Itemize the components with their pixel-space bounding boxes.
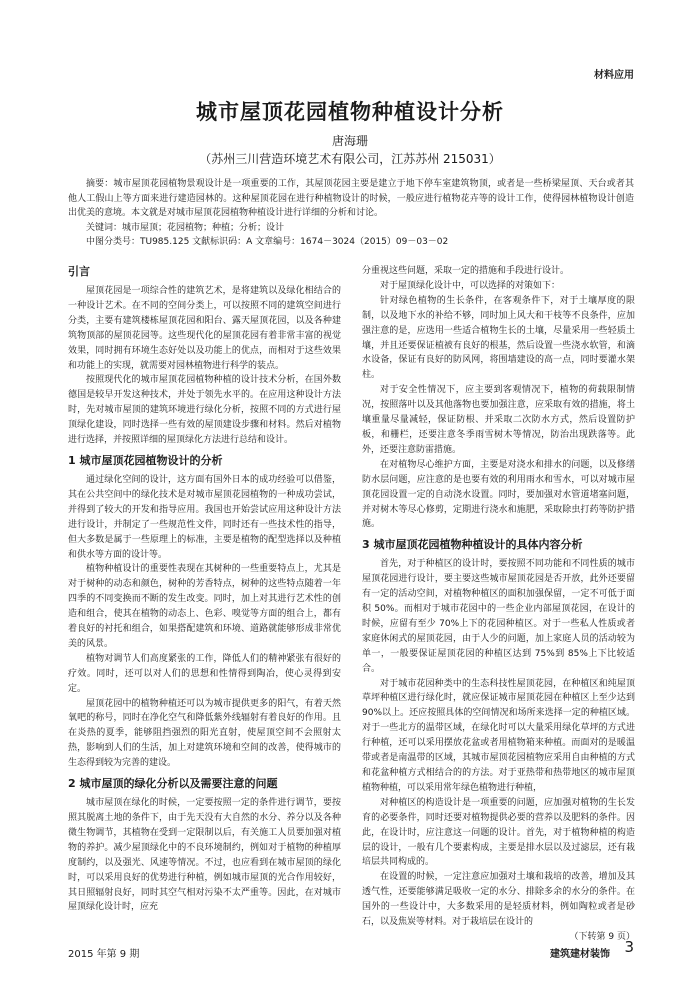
paragraph-continued: 分重视这些问题，采取一定的措施和手段进行设计。 <box>362 266 570 276</box>
page-number: 3 <box>624 938 634 956</box>
section-heading-1: 1 城市屋顶花园植物设计的分析 <box>68 453 223 467</box>
paragraph: 植物种植设计的重要性表现在其树种的一些重要特点上，尤其是对于树种的动态和颜色，树种的芳香特点，树种的这些特点随着一年四季的不同变换而不断的发生改变。同时，加上对其进行艺术性的创造和组合，使其在植物的动态上、色彩、嗅觉等方面的组合上，都有着良好的衬托和组合，如果搭配建筑和环境、道路就能够形成非常优美的风景。 <box>68 564 341 649</box>
footer-issue: 2015 年第 9 期 <box>68 949 140 960</box>
paragraph: 针对绿色植物的生长条件，在客观条件下，对于土壤厚度的限制，以及地下水的补给不够，同时加上风大和干枝等不良条件，应加强注意的是，应选用一些适合植物生长的土壤，尽量采用一些轻质土壤，并且还要保证植被有良好的根基，然后设置一些浇水软管，和滴水设备，保证有良好的防风网，将围墙建设的高一点，同时要灌水架柱。 <box>362 295 635 381</box>
paragraph: 对于安全性情况下，应主要到客观情况下，植物的荷载限制情况，按照落叶以及其他落物也要加强注意，应采取有效的措施，将土壤重量尽量减轻，保证防根、并采取二次防水方式，然后设置防护板，和栅栏，还要注意冬季雨雪树木等情况，防治出现跌落等。此外，还要注意防雷措施。 <box>362 385 635 455</box>
abstract-block <box>68 177 634 250</box>
classification-line: 中图分类号：TU985.125 文献标识码：A 文章编号：1674－3024（2015）09－03－02 <box>86 237 449 247</box>
paragraph: 植物对调节人们高度紧张的工作，降低人们的精神紧张有很好的疗效。同时，还可以对人们的思想和性情得到陶冶，使心灵得到安定。 <box>68 653 341 694</box>
right-column <box>362 264 635 945</box>
left-column <box>68 264 341 915</box>
paragraph: 通过绿化空间的设计，这方面有国外日本的成功经验可以借鉴，其在公共空间中的绿化技术是对城市屋顶花园植物的一种成功尝试，并得到了较大的开发和指导应用。我国也开始尝试应用这种设计方法进行设计，并制定了一些规范性文件，同时还有一些技术性的指导，但大多数是属于一些原理上的标准，主要是植物的配型选择以及种植和供水等方面的设计等。 <box>68 474 341 560</box>
paragraph: 在设置的时候，一定注意应加强对土壤和栽培的改善，增加及其透气性，还要能够满足吸收一定的水分、排除多余的水分的条件。在国外的一些设计中，大多数采用的是轻质材料，例如陶粒或者是砂石，以及焦炭等材料。对于栽培层在设计的 <box>362 872 635 928</box>
paragraph: 对种植区的构造设计是一项重要的问题，应加强对植物的生长发育的必要条件，同时还要对植物提供必要的营养以及肥料的条件。因此，在设计时，应注意这一问题的设计。首先，对于植物种植的构造层的设计，一般有几个要素构成，主要是排水层以及过滤层，还有栽培层共同构成的。 <box>362 797 635 868</box>
continued-note: （下转第 9 页） <box>569 931 635 942</box>
paragraph: 在对植物尽心维护方面，主要是对浇水和排水的问题，以及修缮防水层问题，应注意的是也要有效的利用雨水和雪水，可以对城市屋顶花园设置一定的自动浇水设置。同时，要加强对水管道堵塞问题，并对树木等尽心修剪，定期进行浇水和施肥，采取除虫打药等防护措施。 <box>362 459 635 530</box>
paragraph: 按照现代化的城市屋顶花园植物种植的设计技术分析，在国外数德国是较早开发这种技术，并处于领先水平的。在应用这种设计方法时，先对城市屋顶的建筑环境进行绿化分析，按照不同的方式进行屋顶绿化建设，同时选择一些有效的屋顶建设步骤和材料。然后对植物进行选择，并按照详细的屋顶绿化方法进行总结和设计。 <box>68 375 341 446</box>
paragraph: 屋顶花园是一项综合性的建筑艺术，是将建筑以及绿化相结合的一种设计艺术。在不同的空间分类上，可以按照不同的建筑空间进行分类，主要有建筑楼栋屋顶花园和阳台、露天屋顶花园，以及各种建筑物顶部的屋顶花园等。这些现代化的屋顶花园有着非常丰富的视觉效果，同时拥有环境生态好处以及功能上的优点，而相对于这些效果和功能上的实现，就需要对园林植物进行科学的装点。 <box>68 286 341 371</box>
paragraph: 首先，对于种植区的设计时，要按照不同功能和不同性质的城市屋顶花园进行设计，要主要这些城市屋顶花园是否开放，此外还要留有一定的活动空间，对植物种植区的面积加强保留，一定不可低于面积 50%。而相对于城市花园中的一些企业内部屋顶花园，在设计的时候，应留有至少 70%上下的花园种植区。对于一些私人性质或者家庭休闲式的屋顶花园，由于人少的问题，加上家庭人员的活动较为单一，一般要保证屋顶花园的种植区达到 75%到 85%上下比较适合。 <box>362 559 635 674</box>
section-tag: 材料应用 <box>594 70 634 81</box>
keywords: 关键词：城市屋顶；花园植物；种植；分析；设计 <box>86 222 285 233</box>
article-author: 唐海珊 <box>331 134 368 148</box>
paragraph: 屋顶花园中的植物种植还可以为城市提供更多的阳气，有着天然氧吧的称号，同时在净化空气和降低紫外线辐射有着良好的作用。且在炎热的夏季，能够阻挡强烈的阳光直射，使屋顶空间不会照射太热，影响到人们的生活，加上对建筑环境和空间的改善，使得城市的生态得到较为完善的建设。 <box>68 698 341 769</box>
intro-heading: 引言 <box>68 265 90 278</box>
paragraph: 城市屋顶在绿化的时候，一定要按照一定的条件进行调节，要按照其脱离土地的条件下，由于先天没有大自然的水分、养分以及各种微生物调节，其植物在受到一定限制以后，有关施工人员要加强对植物的养护。减少屋顶绿化中的不良环境制约，例如对于植物的种植厚度制约，以及强光、风速等情况。不过，也应看到在城市屋顶的绿化时，可以采用良好的优势进行种植，例如城市屋顶的光合作用较好，其日照辐射良好，同时其空气相对污染不太严重等。因此，在对城市屋顶绿化设计时，应充 <box>68 798 341 913</box>
paragraph: 对于城市花园种类中的生态科技性屋顶花园，在种植区和纯屋顶草坪种植区进行绿化时，就应保证城市屋顶花园在种植区上至少达到 90%以上。还应按照具体的空间情况和场所来选择一定的种植区域。对于一些北方的温带区域，在绿化时可以大量采用绿化草坪的方式进行种植，还可以采用摆放花盆或者用植物箱来种植。而面对的是暖温带或者是南温带的区域，其城市屋顶花园植物应采用自由种植的方式和花盆种植方式相结合的的方法。对于亚热带和热带地区的城市屋顶植物种植，可以采用常年绿色植物进行种植， <box>362 678 635 793</box>
section-heading-2: 2 城市屋顶的绿化分析以及需要注意的问题 <box>68 777 278 791</box>
article-title: 城市屋顶花园植物种植设计分析 <box>196 100 504 124</box>
article-affiliation: （苏州三川营造环境艺术有限公司，江苏苏州 215031） <box>199 152 501 166</box>
paragraph: 对于屋顶绿化设计中，可以选择的对策如下： <box>380 280 561 291</box>
section-heading-3: 3 城市屋顶花园植物种植设计的具体内容分析 <box>362 538 583 552</box>
footer-journal: 建筑建材装饰 <box>550 949 610 960</box>
abstract-text: 摘要：城市屋顶花园植物景观设计是一项重要的工作，其屋顶花园主要是建立于地下停车室建筑物顶，或者是一些桥梁屋顶、天台或者其他人工假山上等方面来进行建造园林的。这种屋顶花园在进行种植物设计的时候，一般应进行植物花卉等的设计工作，使得园林植物设计创造出优美的意境。本文就是对城市屋顶花园植物种植设计进行详细的分析和讨论。 <box>68 179 634 218</box>
